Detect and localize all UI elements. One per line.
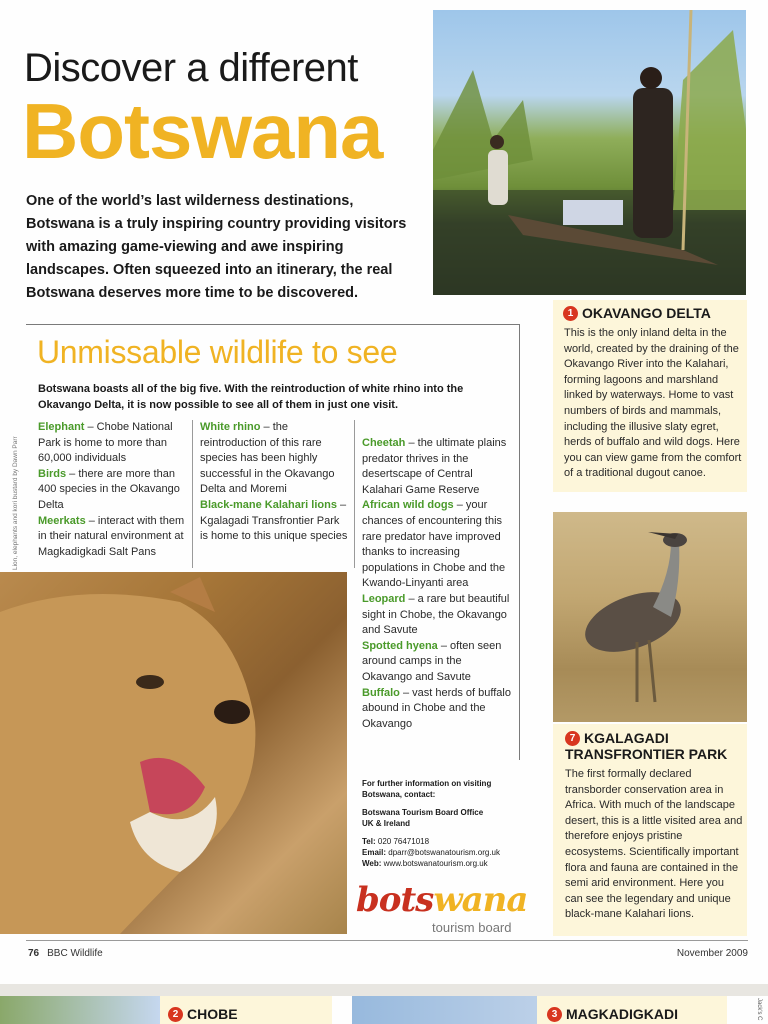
contact-email-link[interactable]: dparr@botswanatourism.org.uk: [388, 848, 500, 857]
headline-line1: Discover a different: [24, 46, 358, 90]
side-tab: Jack's C: [756, 998, 762, 1021]
wildlife-item-meerkats: Meerkats – interact with them in their natural environment at Magkadigkadi Salt Pans: [38, 514, 185, 558]
column-divider: [354, 420, 355, 568]
contact-web-link[interactable]: www.botswanatourism.org.uk: [383, 859, 488, 868]
contact-heading-line1: For further information on visiting: [362, 779, 492, 788]
contact-block: For further information on visiting Botswana, contact: Botswana Tourism Board Office UK & Ireland Tel: 020 76471018 Email: dparr@botswanatourism.org.uk Web: www.botswanatourism.org.uk: [362, 779, 500, 868]
kgalagadi-title-line1: KGALAGADI: [584, 730, 669, 746]
headline-line2: Botswana: [22, 87, 383, 175]
chobe-photo: [0, 996, 160, 1024]
wildlife-item-spotted-hyena: Spotted hyena – often seen around camps in the Okavango and Savute: [362, 639, 502, 683]
okavango-title: [563, 305, 711, 321]
magkadigkadi-photo: [352, 996, 537, 1024]
okavango-number-badge: 1: [563, 306, 578, 321]
okavango-title-text: OKAVANGO DELTA: [582, 305, 711, 321]
page-gap: [0, 984, 768, 996]
wildlife-column-3: [362, 436, 512, 732]
wildlife-lede: Botswana boasts all of the big five. With the reintroduction of white rhino into the Okavango Delta, it is now possible to see all of them in just one visit.: [38, 383, 464, 411]
wildlife-column-2: [200, 420, 348, 568]
chobe-title: 2 CHOBE: [168, 1006, 238, 1022]
contact-tel: 020 76471018: [377, 837, 430, 846]
magkadigkadi-title: 3 MAGKADIGKADI: [547, 1006, 678, 1022]
wildlife-item-white-rhino: White rhino – the reintroduction of this rare species has been highly successful in the Okavango Delta and Moremi: [200, 421, 335, 496]
intro-paragraph: One of the world’s last wilderness destinations, Botswana is a truly inspiring country providing visitors with amazing game-viewing and awe inspiring landscapes. Often squeezed into an itinerary, the real Botswana deserves more time to be discovered.: [26, 193, 407, 301]
issue-date: November 2009: [676, 948, 748, 959]
wildlife-item-buffalo: Buffalo – vast herds of buffalo abound in Chobe and the Okavango: [362, 686, 511, 730]
column-divider: [192, 420, 193, 568]
okavango-body: This is the only inland delta in the world, created by the draining of the Okavango River into the Kalahari, forming lagoons and marshland linked by waterways. Home to vast numbers of birds and mammals, including the illusive slaty egret, herds of buffalo and wild dogs. Here you can view game from the comfort of a traditional dugout canoe.: [564, 327, 742, 480]
publication-name: BBC Wildlife: [47, 948, 103, 959]
kori-bustard-photo: [553, 512, 747, 722]
wildlife-item-leopard: Leopard – a rare but beautiful sight in Chobe, the Okavango and Savute: [362, 592, 510, 637]
kgalagadi-title: [565, 730, 727, 762]
page-number: 76: [28, 948, 40, 959]
wildlife-item-cheetah: Cheetah – the ultimate plains predator thrives in the desertscape of Central Kalahari Game Reserve: [362, 437, 507, 496]
contact-org-line2: UK & Ireland: [362, 819, 411, 828]
botswana-tourism-logo: botswana tourism board: [356, 880, 528, 935]
wildlife-item-elephant: Elephant – Chobe National Park is home to more than 60,000 individuals: [38, 421, 173, 465]
wildlife-item-black-mane-lions: Black-mane Kalahari lions – Kgalagadi Transfrontier Park is home to this unique species: [200, 498, 348, 543]
wildlife-item-wild-dogs: African wild dogs – your chances of encountering this rare predator have improved thanks to increasing populations in Chobe and the Kwando-Linyanti area: [362, 499, 506, 590]
contact-heading-line2: Botswana, contact:: [362, 790, 436, 799]
wildlife-title: Unmissable wildlife to see: [37, 334, 398, 370]
kgalagadi-title-line2: TRANSFRONTIER PARK: [565, 746, 728, 762]
wildlife-item-birds: Birds – there are more than 400 species in the Okavango Delta: [38, 467, 180, 511]
footer-left: [28, 948, 103, 959]
logo-subtitle: tourism board: [432, 920, 512, 935]
photo-credit: Lion, elephants and kori bustard by Dawn Parr: [12, 436, 19, 570]
footer-rule: [26, 940, 748, 941]
okavango-photo: [433, 10, 746, 295]
kgalagadi-number-badge: 7: [565, 731, 580, 746]
wildlife-column-1: [38, 420, 188, 560]
lion-photo: [0, 572, 347, 934]
contact-org-line1: Botswana Tourism Board Office: [362, 808, 484, 817]
kgalagadi-body: The first formally declared transborder conservation area in Africa. With much of the landscape desert, this is a little visited area and therefore enjoys pristine ecosystems. Scientifically important flora and fauna are contained in the semi arid environment. Here you can see the legendary and unique black-mane Kalahari lions.: [565, 768, 743, 921]
